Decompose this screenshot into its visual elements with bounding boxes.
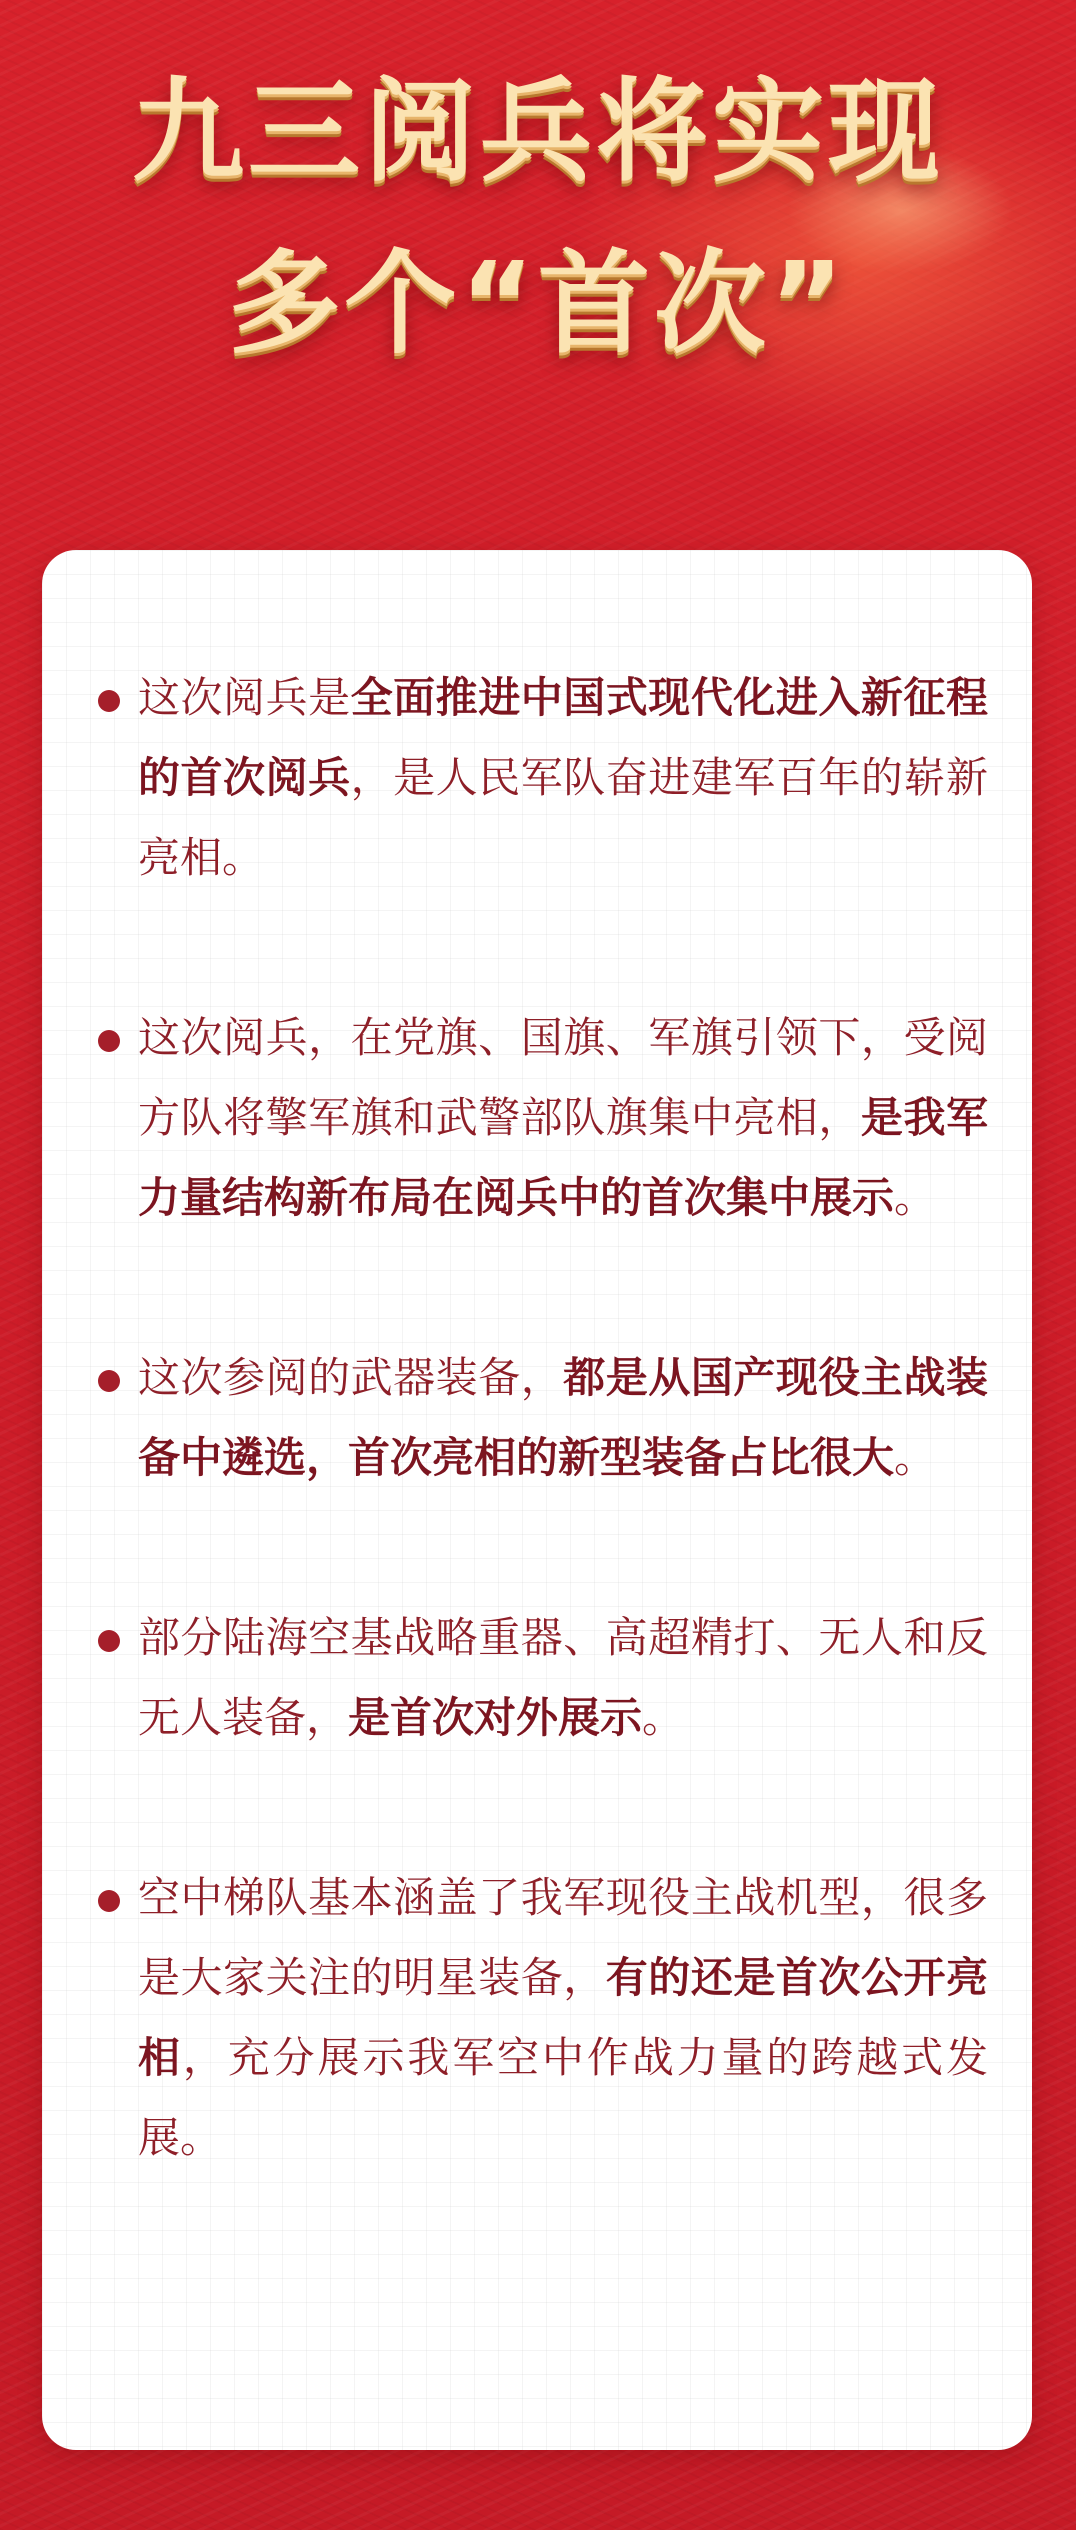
- list-item: [138, 1598, 988, 1758]
- item-text-plain: 。: [642, 1693, 685, 1742]
- content-card: [42, 550, 1032, 2450]
- item-text-bold: 是首次对外展示: [348, 1693, 643, 1742]
- item-list: [42, 658, 1032, 2278]
- list-item: [138, 1338, 988, 1498]
- title-line-1: 九三阅兵将实现: [132, 67, 944, 197]
- item-text-plain: 这次阅兵是: [138, 673, 351, 722]
- item-text: [138, 998, 988, 1238]
- list-item: [138, 658, 988, 898]
- item-text-plain: ，充分展示我军空中作战力量的跨越式发展。: [138, 2033, 988, 2162]
- item-text: [138, 1858, 988, 2178]
- bullet-dot-icon: [98, 690, 120, 712]
- bullet-dot-icon: [98, 1630, 120, 1652]
- list-item: [138, 1858, 988, 2178]
- title-line-2: 多个“首次”: [228, 239, 848, 369]
- item-text-plain: 这次阅兵，在党旗、国旗、军旗引领下，受阅方队将擎军旗和武警部队旗集中亮相，: [138, 1013, 988, 1142]
- item-text-bold: 都是从国产现役主战装备中遴选，首次亮相的新型装备占比很大: [138, 1353, 988, 1482]
- list-item: [138, 998, 988, 1238]
- item-text-plain: 空中梯队基本涵盖了我军现役主战机型，很多是大家关注的明星装备，: [138, 1873, 988, 2002]
- item-text-bold: 全面推进中国式现代化进入新征程的首次阅兵: [138, 673, 988, 802]
- bullet-dot-icon: [98, 1890, 120, 1912]
- item-text: [138, 1338, 988, 1498]
- item-text-plain: 。: [894, 1173, 937, 1222]
- item-text-plain: 这次参阅的武器装备，: [138, 1353, 564, 1402]
- bullet-dot-icon: [98, 1030, 120, 1052]
- bullet-dot-icon: [98, 1370, 120, 1392]
- item-text: [138, 1598, 988, 1758]
- item-text-plain: ，是人民军队奋进建军百年的崭新亮相。: [138, 753, 988, 882]
- item-text-bold: 有的还是首次公开亮相: [138, 1953, 988, 2082]
- item-text: [138, 658, 988, 898]
- item-text-plain: 。: [894, 1433, 937, 1482]
- item-text-plain: 部分陆海空基战略重器、高超精打、无人和反无人装备，: [138, 1613, 988, 1742]
- item-text-bold: 是我军力量结构新布局在阅兵中的首次集中展示: [138, 1093, 988, 1222]
- title-block: [0, 50, 1076, 369]
